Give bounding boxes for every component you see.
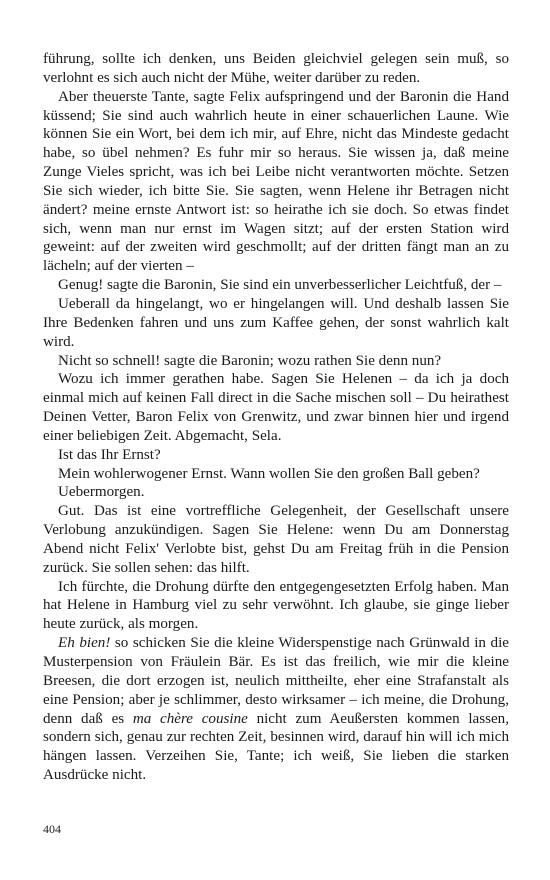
paragraph-text: Aber theuerste Tante, sagte Felix aufspringend und der Baronin die Hand küssend; Sie sind auch wahrlich heute in einer schauerlichen Laune. Wie können Sie ein Wort, bei dem ich mir, auf Ehre, nicht das Mindeste gedacht habe, so übel nehmen? Es fuhr mir so heraus. Sie wissen ja, daß meine Zunge Vieles spricht, was ich bei Leibe nicht verantworten möchte. Setzen Sie sich wieder, ich bitte Sie. Sie sagten, wenn Helene ihr Betragen nicht ändert? meine ernste Antwort ist: so heirathe ich sie doch. So etwas findet sich, wenn man nur ernst im Wagen sitzt; auf der ersten Station wird geweint: auf der zweiten wird geschmollt; auf der dritten fängt man an zu lächeln; auf der vierten –: [43, 88, 509, 275]
paragraph-text: Wozu ich immer gerathen habe. Sagen Sie Helenen – da ich ja doch einmal mich auf keinen Fall direct in die Sache mischen soll – Du heirathest Deinen Vetter, Baron Felix von Grenwitz, und zwar binnen hier und irgend einer beliebigen Zeit. Abgemacht, Sela.: [43, 371, 509, 444]
page-body: [43, 50, 509, 785]
paragraph-text: Ich fürchte, die Drohung dürfte den entgegengesetzten Erfolg haben. Man hat Helene in Hamburg viel zu sehr verwöhnt. Ich glaube, sie ginge lieber heute zurück, als morgen.: [43, 578, 509, 633]
paragraph-text: Ueberall da hingelangt, wo er hingelangen will. Und deshalb lassen Sie Ihre Bedenken fahren und uns zum Kaffee gehen, der sonst wahrlich kalt wird.: [43, 295, 509, 350]
page-number: 404: [43, 822, 61, 836]
paragraph-text: Nicht so schnell! sagte die Baronin; wozu rathen Sie denn nun?: [58, 352, 442, 369]
paragraph: [43, 50, 509, 88]
paragraph: [43, 276, 509, 295]
paragraph-text: Mein wohlerwogener Ernst. Wann wollen Sie den großen Ball geben?: [58, 465, 480, 482]
paragraph: [43, 483, 509, 502]
paragraph-text: Ist das Ihr Ernst?: [58, 446, 161, 463]
paragraph: [43, 634, 509, 785]
paragraph: [43, 370, 509, 445]
italic-text: ma chère cousine: [132, 710, 248, 727]
paragraph-text: Gut. Das ist eine vortreffliche Gelegenheit, der Gesellschaft unsere Verlobung anzukündigen. Sagen Sie Helene: wenn Du am Donnerstag Abend nicht Felix' Verlobte bist, gehst Du am Freitag früh in die Pension zurück. Sie sollen sehen: das hilft.: [43, 503, 509, 576]
paragraph: [43, 502, 509, 577]
paragraph: [43, 446, 509, 465]
paragraph-text: so schicken Sie die kleine Widerspenstige nach Grünwald in die Musterpension von Fräulein Bär. Es ist das freilich, wie mir die kleine Breesen, die dort erzogen ist, neulich mittheilte, eher eine Strafanstalt als eine Pension; aber je schlimmer, desto wirksamer – ich meine, die Drohung, denn daß es: [43, 635, 509, 727]
paragraph-text: Genug! sagte die Baronin, Sie sind ein unverbesserlicher Leichtfuß, der –: [58, 277, 502, 294]
paragraph: [43, 578, 509, 635]
paragraph: [43, 352, 509, 371]
paragraph: [43, 465, 509, 484]
paragraph: [43, 295, 509, 352]
paragraph-text: führung, sollte ich denken, uns Beiden gleichviel gelegen sein muß, so verlohnt es sich auch nicht der Mühe, weiter darüber zu reden.: [43, 51, 509, 86]
paragraph-text: Uebermorgen.: [58, 484, 145, 501]
paragraph: [43, 88, 509, 276]
paragraph-text: nicht zum Aeußersten kommen lassen, sondern sich, genau zur rechten Zeit, besinnen wird, darauf hin will ich mich hängen lassen. Verzeihen Sie, Tante; ich weiß, Sie lieben die starken Ausdrücke nicht.: [43, 710, 510, 784]
italic-text: Eh bien!: [58, 635, 111, 652]
